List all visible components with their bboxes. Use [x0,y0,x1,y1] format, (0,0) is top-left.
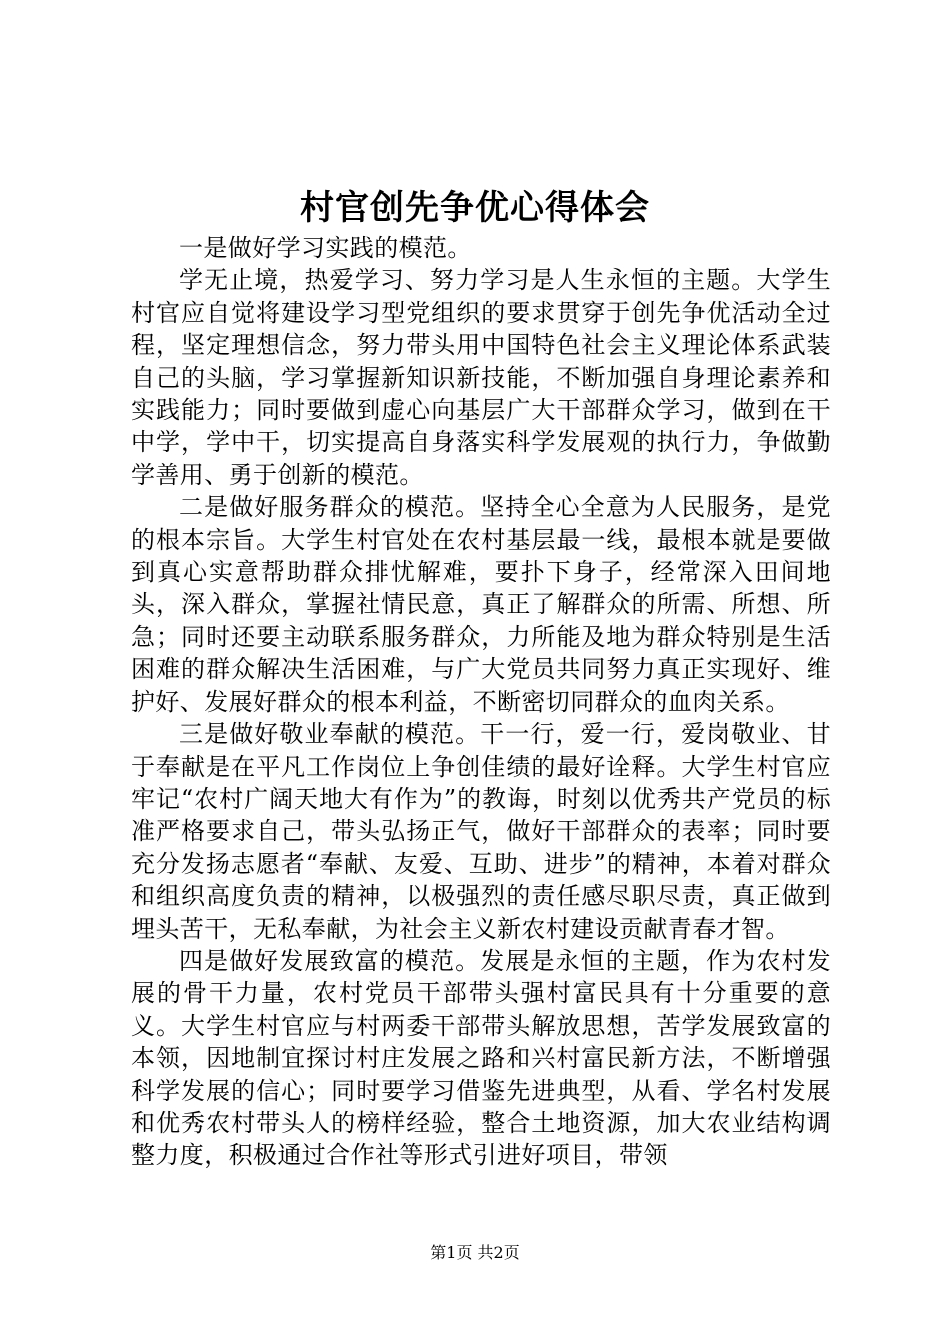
page-footer: 第1页 共2页 [430,1243,520,1262]
document-body [131,232,831,1172]
paragraph-2: 学无止境，热爱学习、努力学习是人生永恒的主题。大学生村官应自觉将建设学习型党组织的要求贯穿于创先争优活动全过程，坚定理想信念，努力带头用中国特色社会主义理论体系武装自己的头脑，学习掌握新知识新技能，不断加强自身理论素养和实践能力；同时要做到虚心向基层广大干部群众学习，做到在干中学，学中干，切实提高自身落实科学发展观的执行力，争做勤学善用、勇于创新的模范。 [131,266,831,489]
paragraph-5: 四是做好发展致富的模范。发展是永恒的主题，作为农村发展的骨干力量，农村党员干部带头强村富民具有十分重要的意义。大学生村官应与村两委干部带头解放思想，苦学发展致富的本领，因地制宜探讨村庄发展之路和兴村富民新方法，不断增强科学发展的信心；同时要学习借鉴先进典型，从看、学名村发展和优秀农村带头人的榜样经验，整合土地资源，加大农业结构调整力度，积极通过合作社等形式引进好项目，带领 [131,946,831,1170]
paragraph-3: 二是做好服务群众的模范。坚持全心全意为人民服务，是党的根本宗旨。大学生村官处在农村基层最一线，最根本就是要做到真心实意帮助群众排忧解难，要扑下身子，经常深入田间地头，深入群众，掌握社情民意，真正了解群众的所需、所想、所急；同时还要主动联系服务群众，力所能及地为群众特别是生活困难的群众解决生活困难，与广大党员共同努力真正实现好、维护好、发展好群众的根本利益，不断密切同群众的血肉关系。 [131,493,831,716]
paragraph-4: 三是做好敬业奉献的模范。干一行，爱一行，爱岗敬业、甘于奉献是在平凡工作岗位上争创佳绩的最好诠释。大学生村官应牢记“农村广阔天地大有作为”的教诲，时刻以优秀共产党员的标准严格要求自己，带头弘扬正气，做好干部群众的表率；同时要充分发扬志愿者“奉献、友爱、互助、进步”的精神，本着对群众和组织高度负责的精神，以极强烈的责任感尽职尽责，真正做到埋头苦干，无私奉献，为社会主义新农村建设贡献青春才智。 [131,720,831,943]
document-title: 村官创先争优心得体会 [300,188,650,228]
paragraph-1: 一是做好学习实践的模范。 [179,234,472,262]
